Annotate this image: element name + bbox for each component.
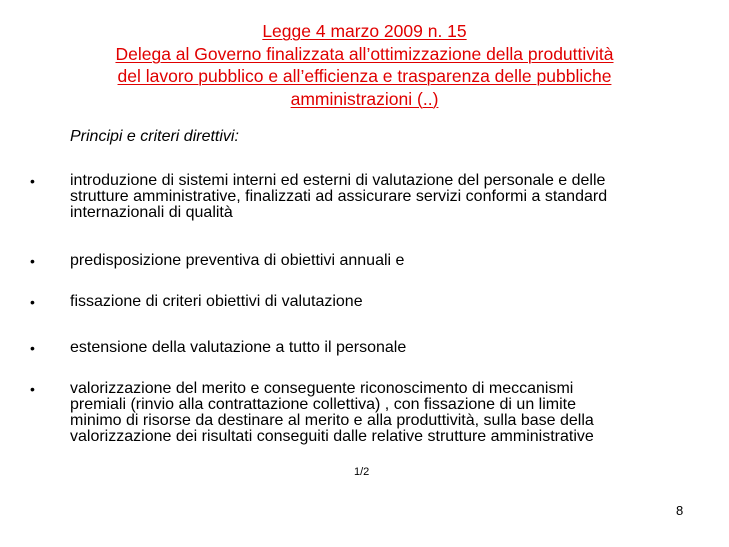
list-item-line: strutture amministrative, finalizzati ad assicurare servizi conformi a standard: [70, 188, 608, 205]
list-item-line: valorizzazione dei risultati conseguiti dalle relative strutture amministrative: [70, 428, 594, 445]
section-subheading: Principi e criteri direttivi:: [70, 128, 239, 145]
bullet-icon: •: [30, 340, 35, 356]
bullet-icon: •: [30, 381, 35, 397]
bullet-icon: •: [30, 173, 35, 189]
title-line: amministrazioni (..): [290, 88, 439, 109]
list-item-text: [70, 381, 690, 445]
bullet-icon: •: [30, 253, 35, 269]
bullet-icon: •: [30, 294, 35, 310]
title-line: del lavoro pubblico e all’efficienza e trasparenza delle pubbliche: [117, 66, 612, 86]
section-fraction: 1/2: [354, 466, 370, 478]
list-item-text: [70, 294, 690, 310]
list-item-line: fissazione di criteri obiettivi di valutazione: [70, 293, 363, 310]
list-item-line: estensione della valutazione a tutto il personale: [70, 339, 407, 356]
list-item-line: internazionali di qualità: [70, 204, 233, 221]
list-item-line: predisposizione preventiva di obiettivi annuali e: [70, 252, 405, 269]
list-item-text: [70, 173, 690, 221]
list-item-line: introduzione di sistemi interni ed esterni di valutazione del personale e delle: [70, 172, 606, 189]
list-item-line: premiali (rinvio alla contrattazione collettiva) , con fissazione di un limite: [70, 396, 576, 413]
document-title: [40, 20, 689, 110]
title-line: Legge 4 marzo 2009 n. 15: [262, 21, 467, 41]
title-line: Delega al Governo finalizzata all’ottimizzazione della produttività: [115, 43, 614, 64]
list-item-text: [70, 340, 690, 356]
list-item-text: [70, 253, 690, 269]
list-item-line: valorizzazione del merito e conseguente riconoscimento di meccanismi: [70, 380, 574, 397]
page-number: 8: [676, 503, 684, 518]
list-item-line: minimo di risorse da destinare al merito e alla produttività, sulla base della: [70, 412, 594, 429]
